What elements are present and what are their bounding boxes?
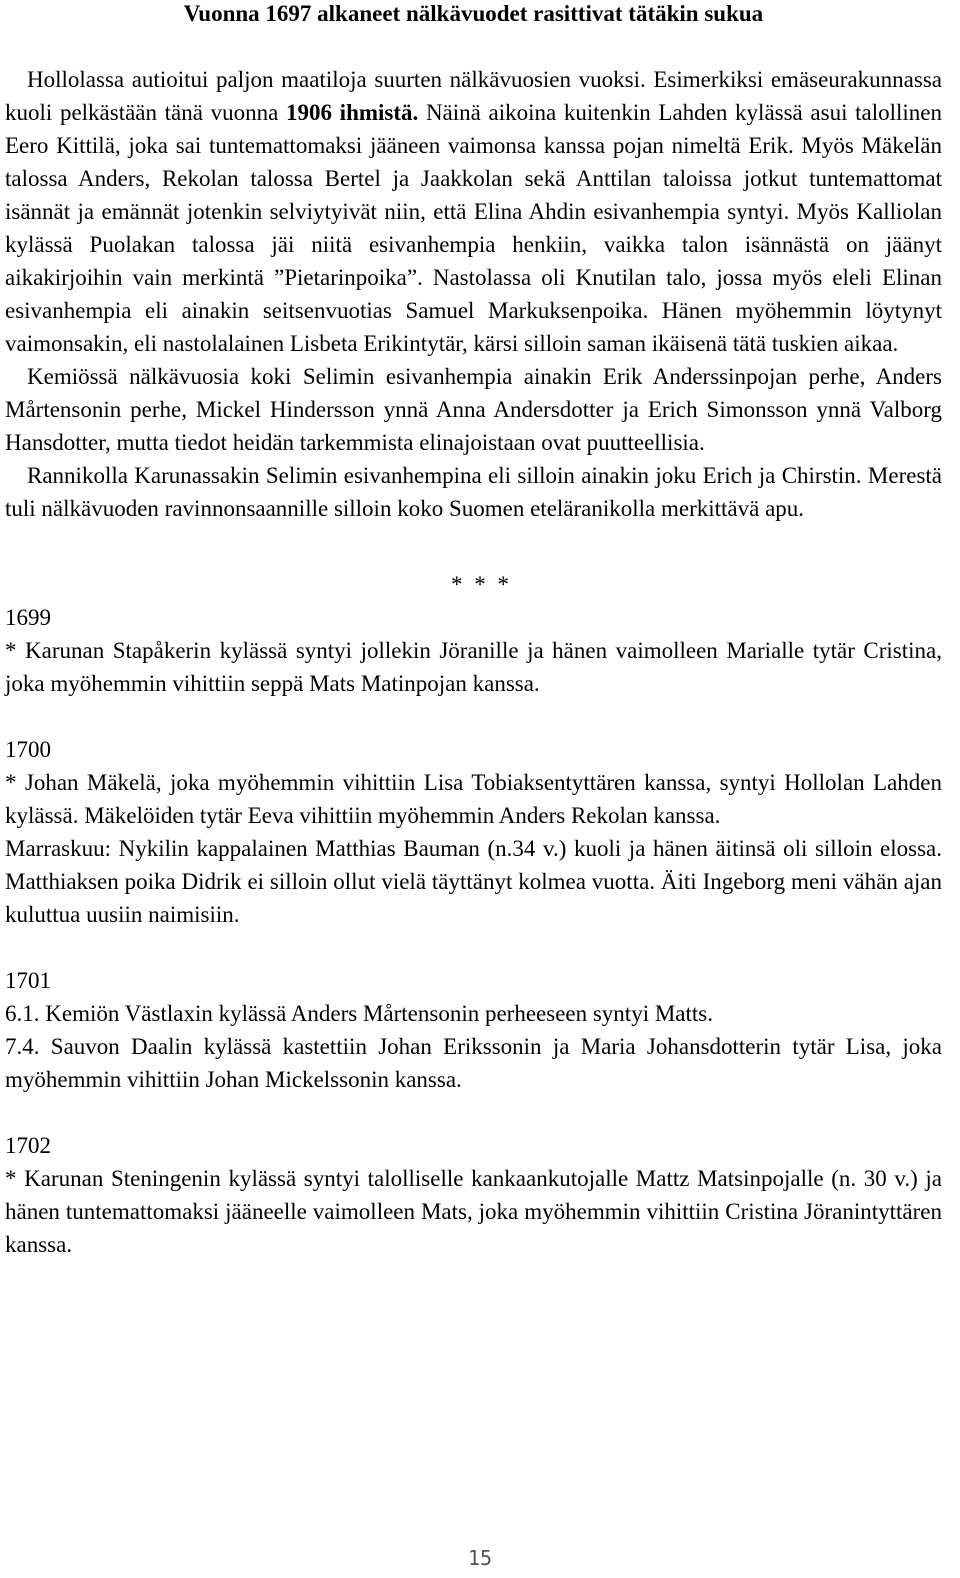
year-entry: * Johan Mäkelä, joka myöhemmin vihittiin Lisa Tobiaksentyttären kanssa, syntyi Hollolan Lahden kylässä. Mäkelöiden tytär Eeva vihittiin myöhemmin Anders Rekolan kanssa. [5, 770, 942, 828]
paragraph-karuna: Rannikolla Karunassakin Selimin esivanhempina eli silloin ainakin joku Erich ja Chirstin. Merestä tuli nälkävuoden ravinnonsaannille silloin koko Suomen eteläranikolla merkittävä apu. [5, 463, 942, 521]
year-entry: * Karunan Steningenin kylässä syntyi talolliselle kankaankutojalle Mattz Matsinpojalle (n. 30 v.) ja hänen tuntemattomaksi jääneelle vaimolleen Mats, joka myöhemmin vihittiin Cristina Jöranintyttären kanssa. [5, 1166, 942, 1257]
year-entry: * Karunan Stapåkerin kylässä syntyi jollekin Jöranille ja hänen vaimolleen Marialle tytär Cristina, joka myöhemmin vihittiin seppä Mats Matinpojan kanssa. [5, 638, 942, 696]
death-count-highlight: 1906 ihmistä. [286, 100, 419, 125]
document-page [5, 0, 942, 1261]
section-separator: * * * [451, 572, 512, 597]
year-block-1699 [5, 601, 942, 700]
chronology [5, 601, 942, 1261]
paragraph-hollola [5, 63, 942, 360]
year-block-1701 [5, 964, 942, 1096]
paragraph-hollola-start: Hollolassa autioitui paljon maatiloja suurten nälkävuosien vuoksi. Esimerkiksi emäseurakunnassa kuoli pelkästään tänä vuonna [5, 67, 942, 125]
year-block-1700 [5, 733, 942, 931]
narrative-section [5, 63, 942, 525]
page-title: Vuonna 1697 alkaneet nälkävuodet rasittivat tätäkin sukua [183, 1, 764, 26]
year-entry: 6.1. Kemiön Västlaxin kylässä Anders Mårtensonin perheeseen syntyi Matts. [5, 1001, 713, 1026]
page-number: 15 [467, 1546, 493, 1570]
year-heading: 1702 [5, 1133, 51, 1158]
paragraph-hollola-rest: Näinä aikoina kuitenkin Lahden kylässä asui talollinen Eero Kittilä, joka sai tuntemattomaksi jääneen vaimonsa kanssa pojan nimeltä Erik. Myös Mäkelän talossa Anders, Rekolan talossa Bertel ja Jaakkolan sekä Anttilan taloissa jotkut tuntemattomat isännät ja emännät jotenkin selviytyivät niin, että Elina Ahdin esivanhempia syntyi. Myös Kalliolan kylässä Puolakan talossa jäi niitä esivanhempia henkiin, vaikka talon isännästä on jäänyt aikakirjoihin vain merkintä ”Pietarinpoika”. Nastolassa oli Knutilan talo, jossa myös eleli Elinan esivanhempia eli ainakin seitsenvuotias Samuel Markuksenpoika. Hänen myöhemmin löytynyt vaimonsakin, eli nastolalainen Lisbeta Erikintytär, kärsi silloin saman ikäisenä tätä tuskien aikaa. [5, 100, 942, 356]
year-heading: 1700 [5, 737, 51, 762]
year-block-1702 [5, 1129, 942, 1261]
year-entry: Marraskuu: Nykilin kappalainen Matthias Bauman (n.34 v.) kuoli ja hänen äitinsä oli silloin elossa. Matthiaksen poika Didrik ei silloin ollut vielä täyttänyt kolmea vuotta. Äiti Ingeborg meni vähän ajan kuluttua uusiin naimisiin. [5, 836, 942, 927]
year-heading: 1701 [5, 968, 51, 993]
year-heading: 1699 [5, 605, 51, 630]
paragraph-kemio: Kemiössä nälkävuosia koki Selimin esivanhempia ainakin Erik Anderssinpojan perhe, Anders Mårtensonin perhe, Mickel Hindersson ynnä Anna Andersdotter ja Erich Simonsson ynnä Valborg Hansdotter, mutta tiedot heidän tarkemmista elinajoistaan ovat puutteellisia. [5, 364, 942, 455]
year-entry: 7.4. Sauvon Daalin kylässä kastettiin Johan Erikssonin ja Maria Johansdotterin tytär Lisa, joka myöhemmin vihittiin Johan Mickelssonin kanssa. [5, 1034, 942, 1092]
